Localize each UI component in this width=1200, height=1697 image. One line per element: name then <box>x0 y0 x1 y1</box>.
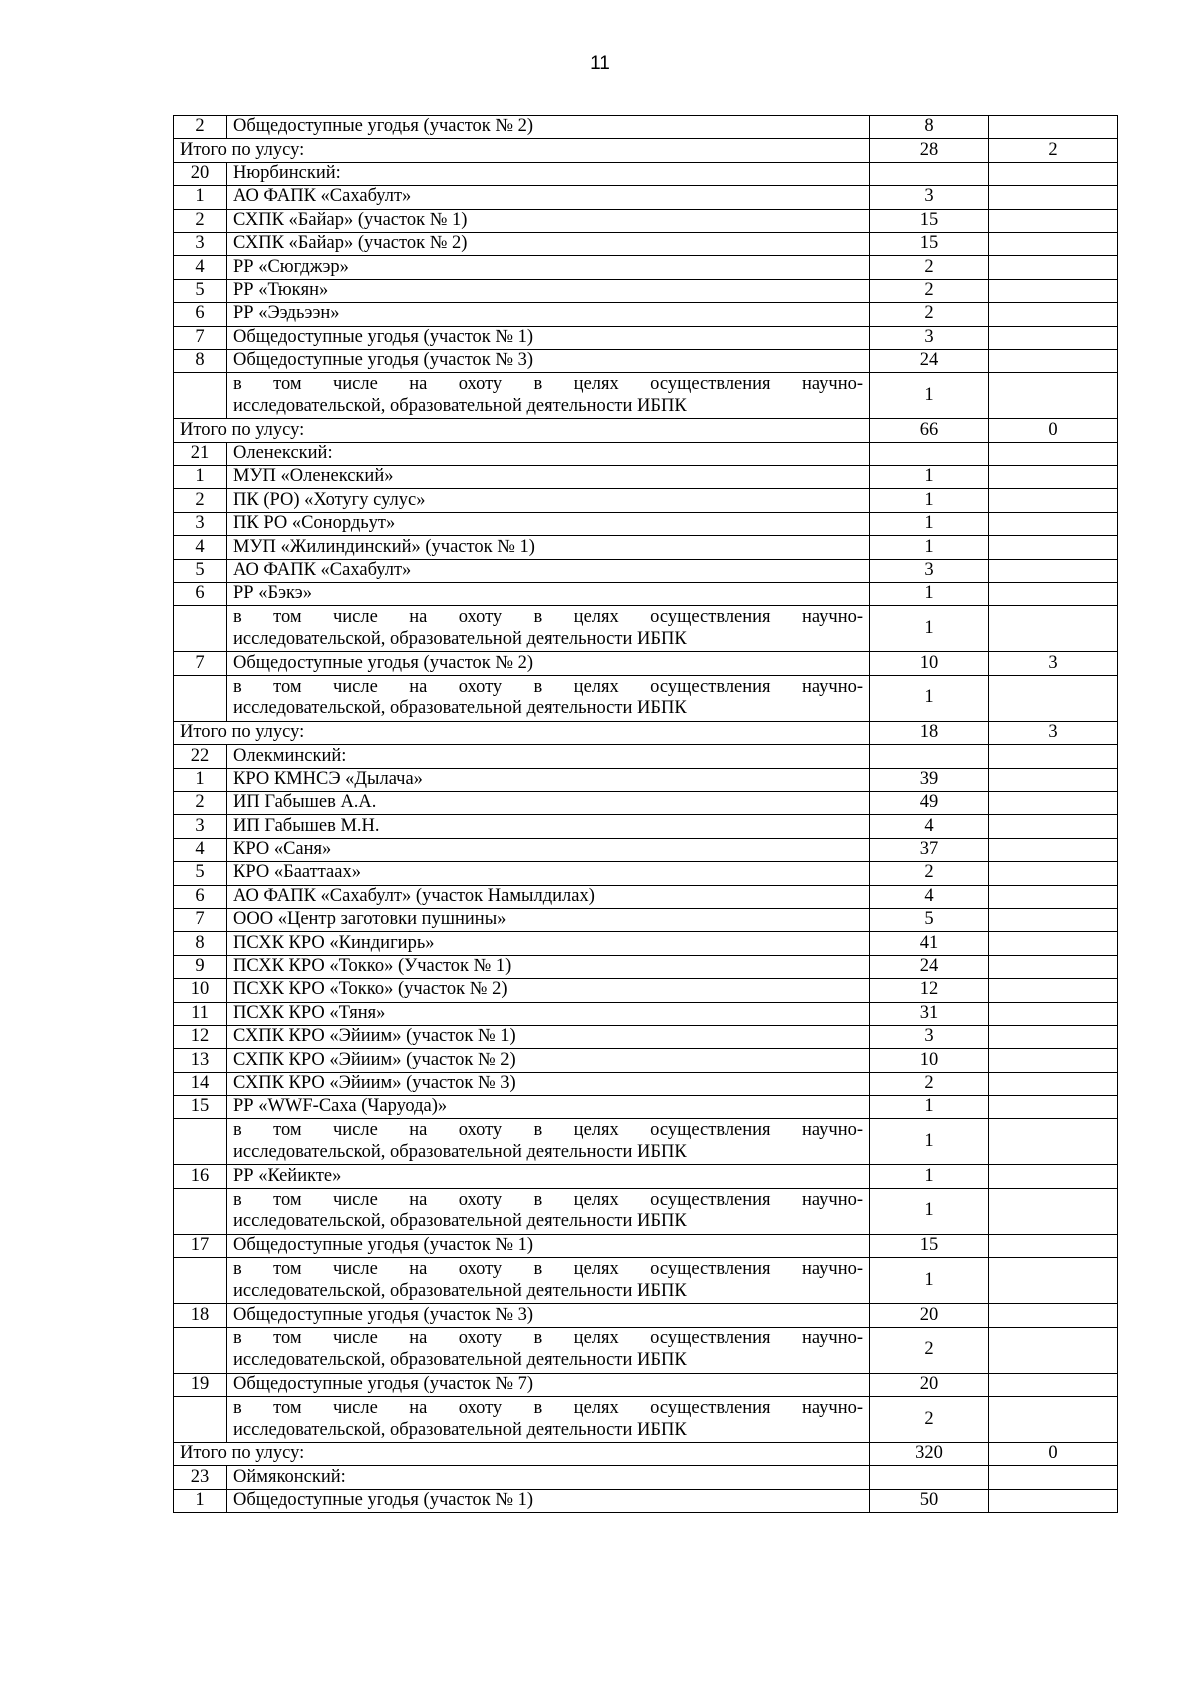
qty-cell: 20 <box>870 1373 989 1396</box>
table-row <box>174 908 1118 931</box>
extra-cell <box>989 559 1118 582</box>
total-row <box>174 721 1118 744</box>
note-line-1: в том числе на охоту в целях осуществления научно- <box>233 1397 863 1418</box>
table-row <box>174 1489 1118 1512</box>
row-number-cell: 6 <box>174 885 227 908</box>
qty-cell: 2 <box>870 862 989 885</box>
entity-name-cell: ПСХК КРО «Киндигирь» <box>227 932 870 955</box>
entity-name-cell: РР «Сюгджэр» <box>227 256 870 279</box>
table-row <box>174 652 1118 675</box>
table-row <box>174 489 1118 512</box>
extra-cell <box>989 862 1118 885</box>
table-row <box>174 232 1118 255</box>
entity-name-cell: Общедоступные угодья (участок № 1) <box>227 1489 870 1512</box>
qty-cell: 2 <box>870 256 989 279</box>
note-line-2: исследовательской, образовательной деятельности ИБПК <box>233 1141 687 1162</box>
qty-cell: 1 <box>870 1096 989 1119</box>
qty-cell: 1 <box>870 512 989 535</box>
qty-cell: 3 <box>870 186 989 209</box>
row-number-cell: 18 <box>174 1304 227 1327</box>
note-line-1: в том числе на охоту в целях осуществления научно- <box>233 1258 863 1279</box>
table-body <box>174 116 1118 1513</box>
qty-cell: 15 <box>870 232 989 255</box>
entity-name-cell: КРО КМНСЭ «Дылача» <box>227 768 870 791</box>
table-row <box>174 1096 1118 1119</box>
table-row <box>174 979 1118 1002</box>
entity-name-cell: РР «Бэкэ» <box>227 583 870 606</box>
row-number-cell: 6 <box>174 303 227 326</box>
extra-cell <box>989 209 1118 232</box>
qty-cell: 3 <box>870 1025 989 1048</box>
row-number-cell: 12 <box>174 1025 227 1048</box>
extra-cell <box>989 326 1118 349</box>
row-number-cell: 1 <box>174 466 227 489</box>
entity-name-cell: РР «Ээдьээн» <box>227 303 870 326</box>
qty-cell: 50 <box>870 1489 989 1512</box>
qty-cell: 15 <box>870 1234 989 1257</box>
extra-cell <box>989 838 1118 861</box>
qty-cell: 5 <box>870 908 989 931</box>
row-number-cell: 5 <box>174 279 227 302</box>
table-row <box>174 349 1118 372</box>
entity-name-cell: АО ФАПК «Сахабулт» <box>227 186 870 209</box>
row-number-cell: 9 <box>174 955 227 978</box>
qty-cell: 10 <box>870 1049 989 1072</box>
total-qty-cell: 18 <box>870 721 989 744</box>
district-name-cell: Оленекский: <box>227 442 870 465</box>
qty-cell: 1 <box>870 1165 989 1188</box>
table-row <box>174 791 1118 814</box>
total-extra-cell: 0 <box>989 419 1118 442</box>
entity-name-cell: ПСХК КРО «Тяня» <box>227 1002 870 1025</box>
qty-cell: 3 <box>870 559 989 582</box>
entity-name-cell: ПК РО «Сонордьут» <box>227 512 870 535</box>
row-number-cell: 7 <box>174 908 227 931</box>
note-line-2: исследовательской, образовательной деятельности ИБПК <box>233 395 687 416</box>
table-row <box>174 209 1118 232</box>
table-row <box>174 256 1118 279</box>
extra-cell <box>989 1165 1118 1188</box>
extra-cell <box>989 1072 1118 1095</box>
entity-name-cell: СХПК КРО «Эйиим» (участок № 3) <box>227 1072 870 1095</box>
note-extra-cell <box>989 1397 1118 1443</box>
qty-cell: 4 <box>870 815 989 838</box>
table-row <box>174 466 1118 489</box>
note-row <box>174 1397 1118 1443</box>
row-number-cell: 21 <box>174 442 227 465</box>
extra-cell: 3 <box>989 652 1118 675</box>
qty-cell: 39 <box>870 768 989 791</box>
entity-name-cell: ПСХК КРО «Токко» (участок № 2) <box>227 979 870 1002</box>
district-row <box>174 745 1118 768</box>
total-qty-cell: 320 <box>870 1443 989 1466</box>
total-row <box>174 1443 1118 1466</box>
table-row <box>174 768 1118 791</box>
note-line-1: в том числе на охоту в целях осуществления научно- <box>233 1120 863 1141</box>
table-row <box>174 512 1118 535</box>
table-row <box>174 326 1118 349</box>
entity-name-cell: Общедоступные угодья (участок № 1) <box>227 326 870 349</box>
entity-name-cell: Общедоступные угодья (участок № 7) <box>227 1373 870 1396</box>
entity-name-cell: ООО «Центр заготовки пушнины» <box>227 908 870 931</box>
extra-cell <box>989 232 1118 255</box>
note-extra-cell <box>989 373 1118 419</box>
note-row <box>174 1258 1118 1304</box>
row-number-cell: 1 <box>174 1489 227 1512</box>
qty-cell: 24 <box>870 349 989 372</box>
extra-cell <box>989 885 1118 908</box>
note-qty-cell: 1 <box>870 1119 989 1165</box>
total-extra-cell: 3 <box>989 721 1118 744</box>
entity-name-cell: ПК (РО) «Хотугу сулус» <box>227 489 870 512</box>
extra-cell <box>989 442 1118 465</box>
extra-cell <box>989 279 1118 302</box>
qty-cell: 24 <box>870 955 989 978</box>
total-row <box>174 419 1118 442</box>
table-row <box>174 815 1118 838</box>
extra-cell <box>989 536 1118 559</box>
row-number-cell: 5 <box>174 559 227 582</box>
extra-cell <box>989 466 1118 489</box>
entity-name-cell: Общедоступные угодья (участок № 3) <box>227 1304 870 1327</box>
extra-cell <box>989 979 1118 1002</box>
note-row <box>174 606 1118 652</box>
table-row <box>174 1025 1118 1048</box>
note-qty-cell: 2 <box>870 1397 989 1443</box>
table-row <box>174 885 1118 908</box>
note-line-1: в том числе на охоту в целях осуществления научно- <box>233 374 863 394</box>
table-row <box>174 303 1118 326</box>
entity-name-cell: Общедоступные угодья (участок № 2) <box>227 652 870 675</box>
table-row <box>174 838 1118 861</box>
qty-cell <box>870 745 989 768</box>
entity-name-cell: КРО «Бааттаах» <box>227 862 870 885</box>
entity-name-cell: РР «Кейикте» <box>227 1165 870 1188</box>
note-line-2: исследовательской, образовательной деятельности ИБПК <box>233 1350 687 1371</box>
row-number-cell <box>174 1258 227 1304</box>
note-row <box>174 373 1118 419</box>
note-line-2: исследовательской, образовательной деятельности ИБПК <box>233 628 687 649</box>
total-label: Итого по улусу: <box>174 1443 870 1466</box>
qty-cell: 10 <box>870 652 989 675</box>
table-row <box>174 932 1118 955</box>
district-row <box>174 442 1118 465</box>
row-number-cell <box>174 675 227 721</box>
table-row <box>174 279 1118 302</box>
extra-cell <box>989 1373 1118 1396</box>
row-number-cell: 4 <box>174 536 227 559</box>
extra-cell <box>989 349 1118 372</box>
note-qty-cell: 1 <box>870 1258 989 1304</box>
entity-name-cell: ИП Габышев А.А. <box>227 791 870 814</box>
qty-cell: 49 <box>870 791 989 814</box>
row-number-cell: 23 <box>174 1466 227 1489</box>
entity-name-cell: СХПК «Байар» (участок № 1) <box>227 209 870 232</box>
table-row <box>174 1304 1118 1327</box>
note-extra-cell <box>989 675 1118 721</box>
district-row <box>174 162 1118 185</box>
extra-cell <box>989 1304 1118 1327</box>
total-extra-cell: 0 <box>989 1443 1118 1466</box>
qty-cell: 1 <box>870 489 989 512</box>
table-row <box>174 116 1118 139</box>
table-row <box>174 1373 1118 1396</box>
note-extra-cell <box>989 606 1118 652</box>
note-text-cell <box>227 1188 870 1234</box>
extra-cell <box>989 1049 1118 1072</box>
district-name-cell: Нюрбинский: <box>227 162 870 185</box>
entity-name-cell: СХПК «Байар» (участок № 2) <box>227 232 870 255</box>
row-number-cell: 3 <box>174 232 227 255</box>
extra-cell <box>989 1234 1118 1257</box>
note-line-2: исследовательской, образовательной деятельности ИБПК <box>233 698 687 719</box>
qty-cell: 37 <box>870 838 989 861</box>
extra-cell <box>989 489 1118 512</box>
extra-cell <box>989 791 1118 814</box>
row-number-cell <box>174 1119 227 1165</box>
qty-cell: 4 <box>870 885 989 908</box>
note-line-1: в том числе на охоту в целях осуществления научно- <box>233 1189 863 1210</box>
extra-cell <box>989 256 1118 279</box>
row-number-cell <box>174 1327 227 1373</box>
note-text-cell <box>227 1119 870 1165</box>
extra-cell <box>989 1489 1118 1512</box>
row-number-cell: 17 <box>174 1234 227 1257</box>
entity-name-cell: Общедоступные угодья (участок № 1) <box>227 1234 870 1257</box>
extra-cell <box>989 186 1118 209</box>
row-number-cell <box>174 1188 227 1234</box>
row-number-cell: 15 <box>174 1096 227 1119</box>
entity-name-cell: РР «WWF-Саха (Чаруода)» <box>227 1096 870 1119</box>
extra-cell <box>989 955 1118 978</box>
qty-cell: 20 <box>870 1304 989 1327</box>
extra-cell <box>989 908 1118 931</box>
note-line-2: исследовательской, образовательной деятельности ИБПК <box>233 1211 687 1232</box>
extra-cell <box>989 162 1118 185</box>
note-extra-cell <box>989 1119 1118 1165</box>
note-text-cell <box>227 1258 870 1304</box>
note-qty-cell: 2 <box>870 1327 989 1373</box>
table-row <box>174 583 1118 606</box>
total-extra-cell: 2 <box>989 139 1118 162</box>
note-qty-cell: 1 <box>870 373 989 419</box>
qty-cell: 2 <box>870 303 989 326</box>
extra-cell <box>989 1466 1118 1489</box>
extra-cell <box>989 1002 1118 1025</box>
extra-cell <box>989 1025 1118 1048</box>
district-row <box>174 1466 1118 1489</box>
row-number-cell: 7 <box>174 652 227 675</box>
extra-cell <box>989 1096 1118 1119</box>
row-number-cell <box>174 1397 227 1443</box>
note-line-1: в том числе на охоту в целях осуществления научно- <box>233 1328 863 1349</box>
row-number-cell: 5 <box>174 862 227 885</box>
note-row <box>174 1327 1118 1373</box>
entity-name-cell: АО ФАПК «Сахабулт» <box>227 559 870 582</box>
row-number-cell: 2 <box>174 489 227 512</box>
table-row <box>174 536 1118 559</box>
row-number-cell: 7 <box>174 326 227 349</box>
note-extra-cell <box>989 1258 1118 1304</box>
row-number-cell: 4 <box>174 838 227 861</box>
total-label: Итого по улусу: <box>174 419 870 442</box>
row-number-cell: 4 <box>174 256 227 279</box>
total-label: Итого по улусу: <box>174 139 870 162</box>
qty-cell <box>870 162 989 185</box>
table-row <box>174 862 1118 885</box>
note-row <box>174 1119 1118 1165</box>
qty-cell: 1 <box>870 466 989 489</box>
table-row <box>174 1234 1118 1257</box>
entity-name-cell: ИП Габышев М.Н. <box>227 815 870 838</box>
row-number-cell <box>174 606 227 652</box>
note-extra-cell <box>989 1188 1118 1234</box>
entity-name-cell: Общедоступные угодья (участок № 3) <box>227 349 870 372</box>
extra-cell <box>989 303 1118 326</box>
entity-name-cell: СХПК КРО «Эйиим» (участок № 2) <box>227 1049 870 1072</box>
table-row <box>174 1072 1118 1095</box>
qty-cell <box>870 442 989 465</box>
qty-cell: 3 <box>870 326 989 349</box>
allocation-table <box>173 115 1118 1513</box>
extra-cell <box>989 745 1118 768</box>
table-row <box>174 186 1118 209</box>
qty-cell: 1 <box>870 536 989 559</box>
entity-name-cell: АО ФАПК «Сахабулт» (участок Намылдилах) <box>227 885 870 908</box>
row-number-cell: 2 <box>174 116 227 139</box>
row-number-cell: 16 <box>174 1165 227 1188</box>
table-row <box>174 559 1118 582</box>
entity-name-cell: ПСХК КРО «Токко» (Участок № 1) <box>227 955 870 978</box>
table-row <box>174 1049 1118 1072</box>
note-line-1: в том числе на охоту в целях осуществления научно- <box>233 607 863 628</box>
note-text-cell <box>227 1397 870 1443</box>
total-qty-cell: 66 <box>870 419 989 442</box>
row-number-cell: 3 <box>174 512 227 535</box>
qty-cell: 1 <box>870 583 989 606</box>
district-name-cell: Оймяконский: <box>227 1466 870 1489</box>
entity-name-cell: МУП «Жилиндинский» (участок № 1) <box>227 536 870 559</box>
note-text-cell <box>227 606 870 652</box>
entity-name-cell: РР «Тюкян» <box>227 279 870 302</box>
row-number-cell: 2 <box>174 791 227 814</box>
row-number-cell: 3 <box>174 815 227 838</box>
row-number-cell: 14 <box>174 1072 227 1095</box>
district-name-cell: Олекминский: <box>227 745 870 768</box>
extra-cell <box>989 768 1118 791</box>
note-qty-cell: 1 <box>870 606 989 652</box>
row-number-cell <box>174 373 227 419</box>
page-number: 11 <box>590 53 610 74</box>
entity-name-cell: КРО «Саня» <box>227 838 870 861</box>
row-number-cell: 8 <box>174 932 227 955</box>
row-number-cell: 6 <box>174 583 227 606</box>
qty-cell: 2 <box>870 279 989 302</box>
row-number-cell: 10 <box>174 979 227 1002</box>
note-text-cell <box>227 373 870 419</box>
extra-cell <box>989 583 1118 606</box>
row-number-cell: 8 <box>174 349 227 372</box>
note-line-1: в том числе на охоту в целях осуществления научно- <box>233 676 863 697</box>
row-number-cell: 1 <box>174 768 227 791</box>
total-label: Итого по улусу: <box>174 721 870 744</box>
extra-cell <box>989 932 1118 955</box>
note-extra-cell <box>989 1327 1118 1373</box>
row-number-cell: 11 <box>174 1002 227 1025</box>
qty-cell: 31 <box>870 1002 989 1025</box>
qty-cell: 12 <box>870 979 989 1002</box>
row-number-cell: 22 <box>174 745 227 768</box>
note-line-2: исследовательской, образовательной деятельности ИБПК <box>233 1419 687 1440</box>
row-number-cell: 13 <box>174 1049 227 1072</box>
entity-name-cell: СХПК КРО «Эйиим» (участок № 1) <box>227 1025 870 1048</box>
note-text-cell <box>227 1327 870 1373</box>
total-qty-cell: 28 <box>870 139 989 162</box>
qty-cell: 8 <box>870 116 989 139</box>
extra-cell <box>989 512 1118 535</box>
note-qty-cell: 1 <box>870 1188 989 1234</box>
table-row <box>174 1002 1118 1025</box>
entity-name-cell: МУП «Оленекский» <box>227 466 870 489</box>
table-row <box>174 955 1118 978</box>
note-row <box>174 675 1118 721</box>
note-qty-cell: 1 <box>870 675 989 721</box>
qty-cell: 41 <box>870 932 989 955</box>
qty-cell <box>870 1466 989 1489</box>
row-number-cell: 19 <box>174 1373 227 1396</box>
note-row <box>174 1188 1118 1234</box>
table-row <box>174 1165 1118 1188</box>
qty-cell: 2 <box>870 1072 989 1095</box>
extra-cell <box>989 116 1118 139</box>
extra-cell <box>989 815 1118 838</box>
row-number-cell: 2 <box>174 209 227 232</box>
note-line-2: исследовательской, образовательной деятельности ИБПК <box>233 1280 687 1301</box>
qty-cell: 15 <box>870 209 989 232</box>
row-number-cell: 20 <box>174 162 227 185</box>
entity-name-cell: Общедоступные угодья (участок № 2) <box>227 116 870 139</box>
row-number-cell: 1 <box>174 186 227 209</box>
total-row <box>174 139 1118 162</box>
note-text-cell <box>227 675 870 721</box>
